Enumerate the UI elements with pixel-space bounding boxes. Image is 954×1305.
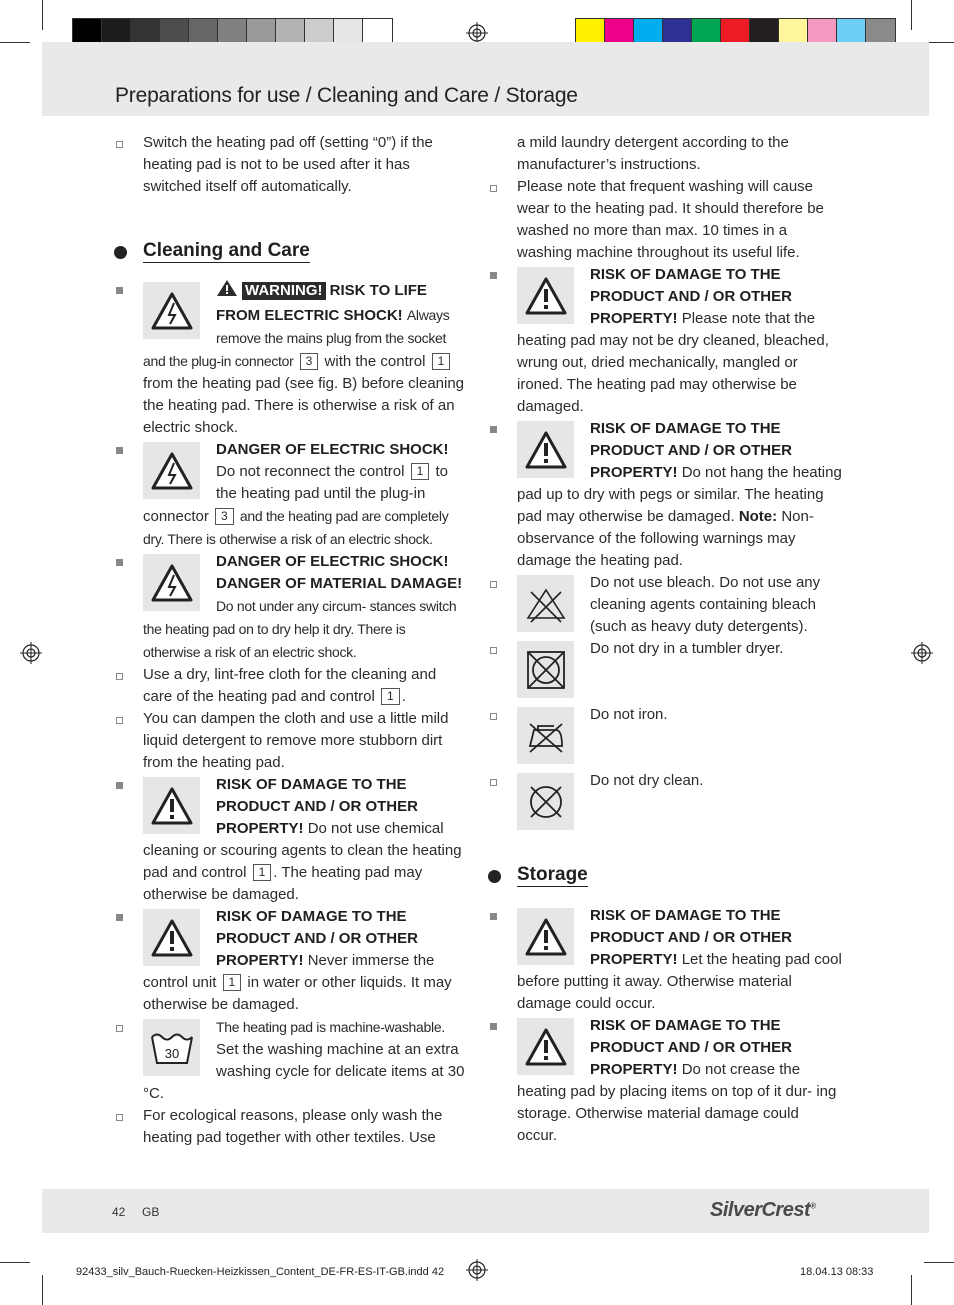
list-item: 30 The heating pad is machine-washable. Set the washing machine at an extra washing cycle for delicate items at 30 °C. — [114, 1016, 466, 1105]
part-ref-1: 1 — [223, 974, 242, 991]
bullet-square-icon — [490, 913, 497, 920]
warning-item: DANGER OF ELECTRIC SHOCK! Do not reconnect the control 1 to the heating pad until the plug-in connector 3 and the heating pad are completely dry. There is otherwise a risk of an electric shock. — [114, 439, 466, 551]
registration-mark-icon — [466, 1259, 488, 1281]
warning-item: RISK OF DAMAGE TO THE PRODUCT AND / OR OTHER PROPERTY! Do not hang the heating pad up to dry with pegs or similar. The heating pad may otherwise be damaged. Note: Non-observance of the following warnings may damage the heating pad. — [488, 418, 842, 572]
brand-logo: SilverCrest® — [710, 1199, 816, 1221]
electric-shock-warning-icon — [143, 554, 200, 611]
language-code: GB — [142, 1205, 160, 1219]
list-item-continued: a mild laundry detergent according to the manufacturer’s instructions. — [517, 134, 789, 173]
section-heading-cleaning: Cleaning and Care — [114, 240, 310, 262]
bullet-square-icon — [116, 914, 123, 921]
caution-warning-icon — [143, 777, 200, 834]
svg-text:30: 30 — [164, 1045, 179, 1061]
bullet-square-icon — [490, 779, 497, 786]
part-ref-3: 3 — [300, 353, 319, 370]
care-symbol-item: Do not use bleach. Do not use any cleaning agents containing bleach (such as heavy duty detergents). — [488, 572, 842, 638]
no-bleach-icon — [517, 575, 574, 632]
bullet-square-icon — [490, 185, 497, 192]
part-ref-3: 3 — [215, 508, 234, 525]
bullet-square-icon — [116, 287, 123, 294]
list-item: Switch the heating pad off (setting “0”) if the heating pad is not to be used after it has switched itself off automatically. — [114, 132, 466, 198]
crop-mark — [911, 0, 912, 30]
bullet-square-icon — [116, 1114, 123, 1121]
crop-mark — [924, 1262, 954, 1263]
registration-mark-icon — [466, 22, 488, 44]
crop-mark — [0, 1262, 30, 1263]
no-iron-icon — [517, 707, 574, 764]
right-column — [488, 132, 842, 1147]
bullet-square-icon — [490, 426, 497, 433]
warning-item: DANGER OF ELECTRIC SHOCK! DANGER OF MATERIAL DAMAGE! Do not under any circum- stances switch the heating pad on to dry help it dry. There is otherwise a risk of an electric shock. — [114, 551, 466, 664]
care-symbol-item: Do not dry in a tumbler dryer. — [488, 638, 842, 704]
list-item: You can dampen the cloth and use a little mild liquid detergent to remove more stubborn dirt from the heating pad. — [114, 708, 466, 774]
list-item: Use a dry, lint-free cloth for the cleaning and care of the heating pad and control 1 . — [114, 664, 466, 708]
left-column — [114, 132, 466, 1149]
file-slug: 92433_silv_Bauch-Ruecken-Heizkissen_Content_DE-FR-ES-IT-GB.indd 42 — [76, 1266, 445, 1278]
bullet-square-icon — [116, 673, 123, 680]
warning-item: WARNING! RISK TO LIFE FROM ELECTRIC SHOCK! Always remove the mains plug from the socket and the plug-in connector 3 with the control 1 from the heating pad (see fig. B) before cleaning the heating pad. There is otherwise a risk of an electric shock. — [114, 279, 466, 439]
crop-mark — [42, 1275, 43, 1305]
crop-mark — [911, 1275, 912, 1305]
bullet-square-icon — [490, 713, 497, 720]
page-title: Preparations for use / Cleaning and Care / Storage — [115, 84, 578, 107]
bullet-square-icon — [490, 581, 497, 588]
wash-30-icon — [143, 1019, 200, 1076]
warning-item: RISK OF DAMAGE TO THE PRODUCT AND / OR OTHER PROPERTY! Never immerse the control unit 1 in water or other liquids. It may otherwise be damaged. — [114, 906, 466, 1016]
registration-mark-icon — [911, 642, 933, 664]
no-tumble-dry-icon — [517, 641, 574, 698]
crop-mark — [0, 42, 30, 43]
list-item: For ecological reasons, please only wash the heating pad together with other textiles. Use — [114, 1105, 466, 1149]
warning-item: RISK OF DAMAGE TO THE PRODUCT AND / OR OTHER PROPERTY! Let the heating pad cool before putting it away. Otherwise material damage could occur. — [488, 905, 842, 1015]
no-dry-clean-icon — [517, 773, 574, 830]
bullet-square-icon — [116, 717, 123, 724]
print-date: 18.04.13 08:33 — [800, 1266, 874, 1278]
bullet-square-icon — [116, 1025, 123, 1032]
bullet-square-icon — [490, 647, 497, 654]
registration-mark-icon — [20, 642, 42, 664]
warning-triangle-icon — [216, 279, 238, 304]
warning-item: RISK OF DAMAGE TO THE PRODUCT AND / OR OTHER PROPERTY! Do not use chemical cleaning or scouring agents to clean the heating pad and control 1 . The heating pad may otherwise be damaged. — [114, 774, 466, 906]
bullet-square-icon — [490, 272, 497, 279]
warning-item: RISK OF DAMAGE TO THE PRODUCT AND / OR OTHER PROPERTY! Please note that the heating pad may not be dry cleaned, bleached, wrung out, dried mechanically, mangled or ironed. The heating pad may otherwise be damaged. — [488, 264, 842, 418]
caution-warning-icon — [517, 908, 574, 965]
caution-warning-icon — [517, 267, 574, 324]
part-ref-1: 1 — [253, 864, 272, 881]
bullet-square-icon — [116, 782, 123, 789]
bullet-square-icon — [116, 141, 123, 148]
caution-warning-icon — [143, 909, 200, 966]
warning-item: RISK OF DAMAGE TO THE PRODUCT AND / OR OTHER PROPERTY! Do not crease the heating pad by placing items on top of it dur- ing storage. Otherwise material damage could occur. — [488, 1015, 842, 1147]
page-header — [42, 42, 929, 116]
electric-shock-warning-icon — [143, 442, 200, 499]
section-heading-storage: Storage — [488, 864, 588, 886]
part-ref-1: 1 — [411, 463, 430, 480]
bullet-square-icon — [490, 1023, 497, 1030]
bullet-square-icon — [116, 447, 123, 454]
care-symbol-item: Do not dry clean. — [488, 770, 842, 836]
warning-label: WARNING! — [242, 282, 326, 300]
page-footer — [42, 1189, 929, 1233]
care-symbol-item: Do not iron. — [488, 704, 842, 770]
page-number: 42 — [112, 1205, 126, 1219]
part-ref-1: 1 — [432, 353, 451, 370]
electric-shock-warning-icon — [143, 282, 200, 339]
caution-warning-icon — [517, 1018, 574, 1075]
crop-mark — [42, 0, 43, 30]
part-ref-1: 1 — [381, 688, 400, 705]
list-item: Please note that frequent washing will cause wear to the heating pad. It should therefore be washed no more than max. 10 times in a washing machine throughout its useful life. — [488, 176, 842, 264]
bullet-square-icon — [116, 559, 123, 566]
caution-warning-icon — [517, 421, 574, 478]
